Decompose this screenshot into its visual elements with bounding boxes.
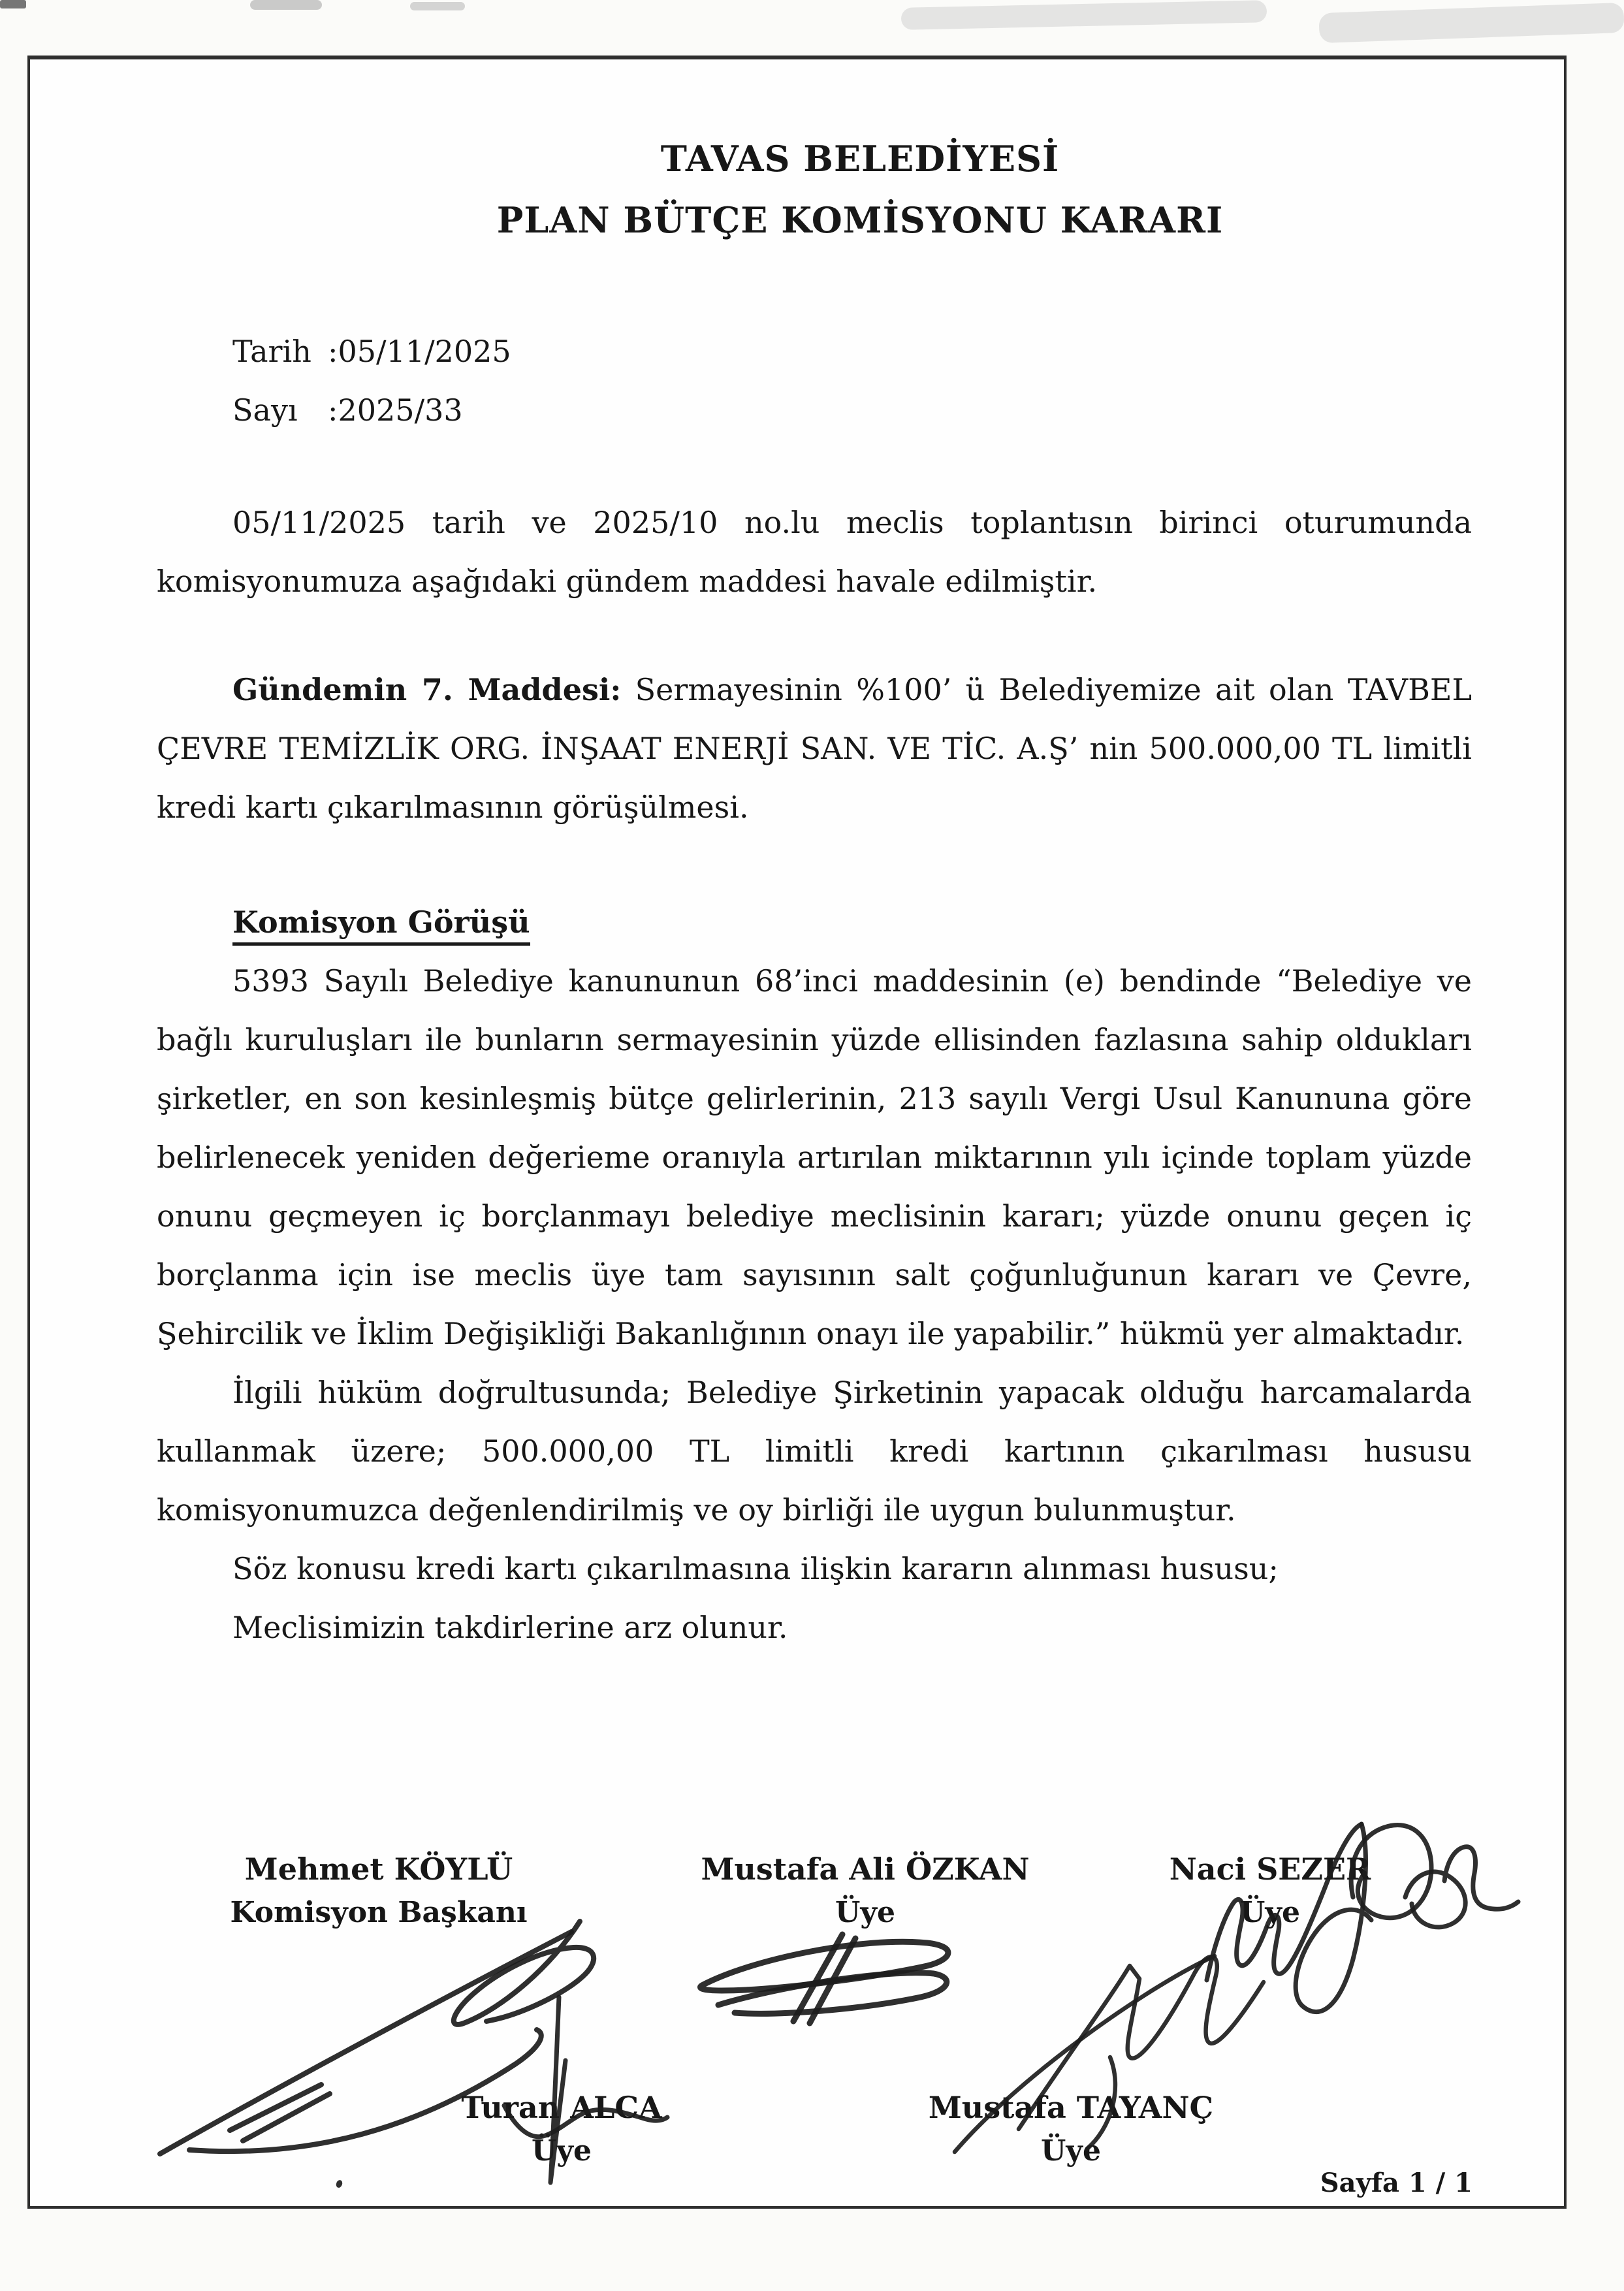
opinion-paragraph-request: Söz konusu kredi kartı çıkarılmasına ilişkin kararın alınması hususu; [232,1551,1279,1586]
signer-name: Turan ALCA [461,2090,662,2125]
signer-name: Mustafa TAYANÇ [928,2090,1214,2125]
signer-name: Naci SEZER [1169,1851,1371,1887]
document-border-frame [27,56,1567,2209]
intro-paragraph: 05/11/2025 tarih ve 2025/10 no.lu meclis toplantısın birinci oturumunda komisyonumuza aşağıdaki gündem maddesi havale edilmiştir. [157,505,1472,599]
signer-name: Mustafa Ali ÖZKAN [701,1851,1030,1887]
signer-role: Üye [1240,1896,1300,1929]
page-number: Sayfa 1 / 1 [1320,2168,1473,2198]
ink-dot-artifact [335,2179,343,2188]
signature-block-naci-sezer [1074,1842,1466,1929]
document-body [30,59,1564,1657]
signer-name: Mehmet KÖYLÜ [244,1851,513,1887]
signature-block-turan-alca [366,2080,757,2168]
signer-role: Üye [835,1896,895,1929]
scan-artifact [410,2,465,10]
scan-artifact [0,0,26,8]
signature-block-mustafa-tayanc [875,2080,1267,2168]
signer-role: Üye [532,2134,592,2168]
meta-date-row [232,322,1472,381]
signer-role: Komisyon Başkanı [230,1896,528,1929]
opinion-heading-paragraph [157,893,1472,952]
agenda-item-text: Sermayesinin %100’ ü Belediyemize ait olan TAVBEL ÇEVRE TEMİZLİK ORG. İNŞAAT ENERJİ SAN. VE TİC. A.Ş’ nin 500.000,00 TL limitli kredi kartı çıkarılmasının görüşülmesi. [157,672,1472,825]
agenda-item-label: Gündemin 7. Maddesi: [232,672,622,707]
meta-number-label: Sayı [232,393,298,428]
scan-artifact [250,0,322,10]
signature-block-mustafa-ali-ozkan [669,1842,1061,1929]
scan-artifact [1318,3,1624,43]
opinion-paragraph-decision: İlgili hüküm doğrultusunda; Belediye Şirketinin yapacak olduğu harcamalarda kullanmak üzere; 500.000,00 TL limitli kredi kartının çıkarılması hususu komisyonumuzca değenlendirilmiş ve oy birliği ile uygun bulunmuştur. [157,1375,1472,1528]
opinion-paragraph-law: 5393 Sayılı Belediye kanununun 68’inci maddesinin (e) bendinde “Belediye ve bağlı kuruluşları ile bunların sermayesinin yüzde ellisinden fazlasına sahip oldukları şirketler, en son kesinleşmiş bütçe gelirlerinin, 213 sayılı Vergi Usul Kanununa göre belirlenecek yeniden değerieme oranıyla artırılan miktarının yılı içinde toplam yüzde onunu geçmeyen iç borçlanmayı belediye meclisinin kararı; yüzde onunu geçen iç borçlanma için ise meclis üye tam sayısının salt çoğunluğunun kararı ve Çevre, Şehircilik ve İklim Değişikliği Bakanlığının onayı ile yapabilir.” hükmü yer almaktadır. [157,963,1472,1351]
meta-number-row [232,381,1472,440]
opinion-heading: Komisyon Görüşü [232,905,530,946]
agenda-paragraph [157,660,1472,837]
meta-number-value: :2025/33 [328,393,463,428]
document-meta [232,322,1472,440]
opinion-paragraph-closing: Meclisimizin takdirlerine arz olunur. [232,1610,788,1645]
signer-role: Üye [1041,2134,1101,2168]
meta-date-label: Tarih [232,334,311,369]
document-title [202,138,1518,241]
title-municipality: TAVAS BELEDİYESİ [660,138,1060,180]
signature-block-mehmet-koylu [183,1842,575,1929]
signature-ink-mustafa-ali-ozkan [701,1934,948,2023]
title-commission-decision: PLAN BÜTÇE KOMİSYONU KARARI [496,199,1224,241]
meta-date-value: :05/11/2025 [328,334,511,369]
scan-artifact [901,0,1267,30]
